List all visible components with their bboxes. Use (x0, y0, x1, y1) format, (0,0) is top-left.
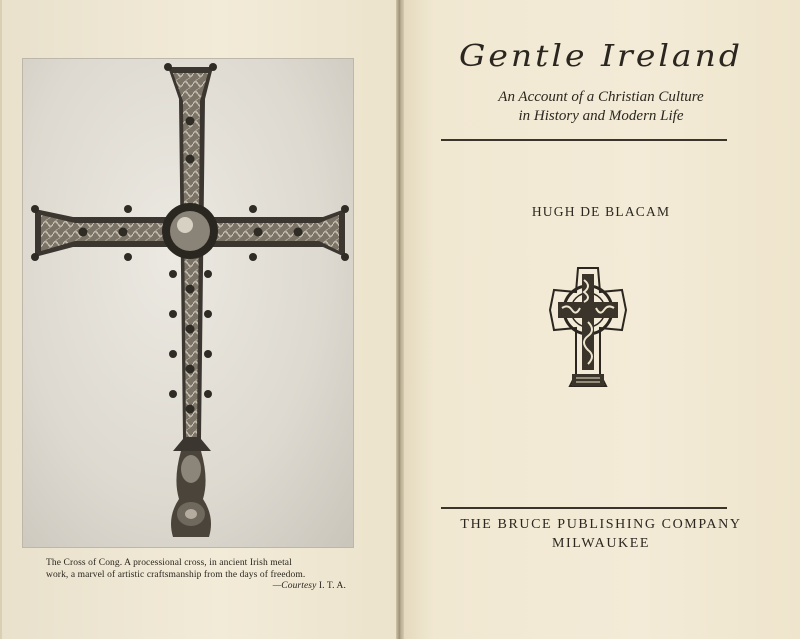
frontispiece-caption (46, 558, 346, 593)
credit-prefix: —Courtesy (272, 581, 317, 591)
publisher-block (402, 515, 800, 553)
subtitle-line-1: An Account of a Christian Culture (498, 89, 704, 105)
publisher-rule (441, 507, 727, 509)
publisher-city: MILWAUKEE (551, 536, 651, 551)
caption-line-2: work, a marvel of artistic craftsmanship from the days of freedom. (46, 569, 306, 580)
cross-of-cong-image (23, 59, 353, 547)
celtic-cross-icon (548, 266, 628, 401)
book-title: Gentle Ireland (459, 37, 743, 74)
frontispiece-plate (22, 58, 354, 548)
caption-line-1: The Cross of Cong. A processional cross, in ancient Irish metal (46, 558, 292, 568)
publisher-name: THE BRUCE PUBLISHING COMPANY (460, 517, 742, 532)
author-name: HUGH DE BLACAM (531, 204, 671, 219)
title-rule (441, 139, 727, 141)
subtitle-line-2: in History and Modern Life (518, 108, 684, 124)
credit-name: I. T. A. (318, 581, 346, 591)
caption-credit (46, 581, 346, 593)
book-subtitle (402, 88, 800, 126)
